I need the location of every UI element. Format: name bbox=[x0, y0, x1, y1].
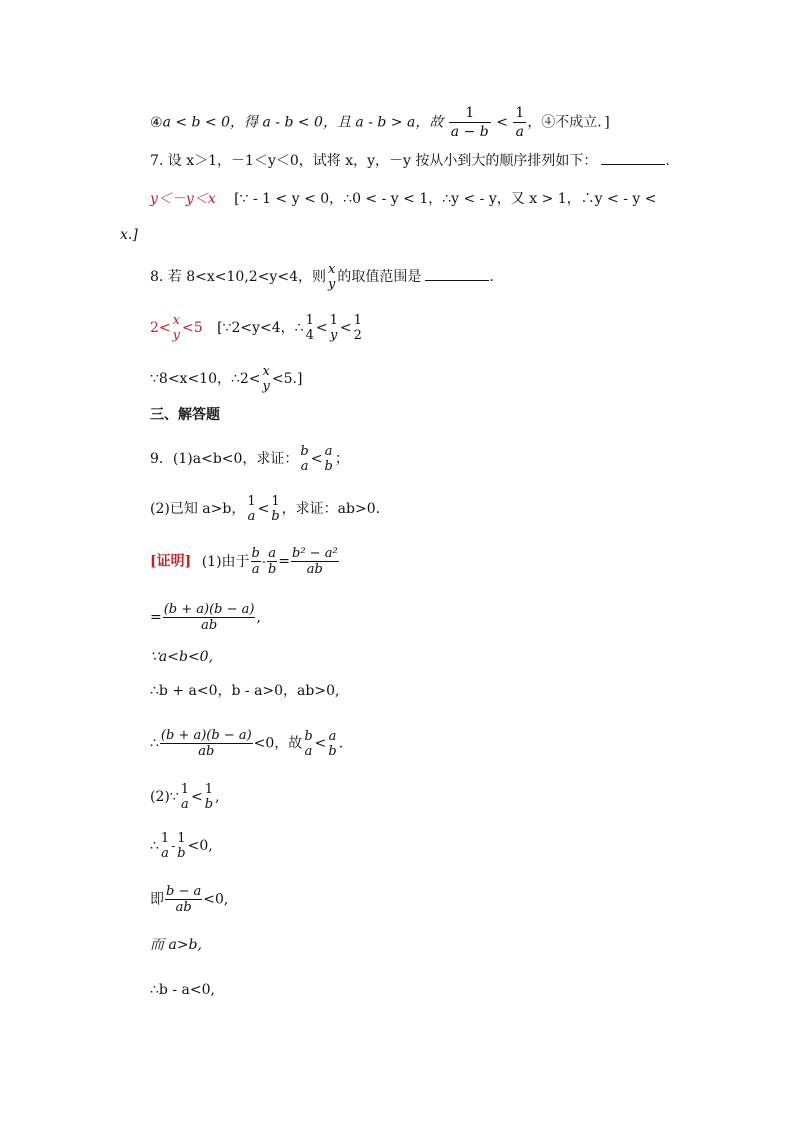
q9-p1-frac2: a b bbox=[324, 444, 333, 474]
section-title: 三、解答题 bbox=[150, 407, 220, 423]
p2j-frac: $\frac{b - a}{ab}$ bbox=[166, 884, 202, 915]
p2s-frac1: 1 a bbox=[180, 782, 190, 812]
q9-p2-frac1: 1 a bbox=[247, 494, 256, 524]
item4-text2: ，④不成立．] bbox=[527, 114, 610, 131]
q9-part2-final: ∴b - a<0, bbox=[150, 982, 215, 998]
q8-answer: 2< x y <5 bbox=[150, 313, 203, 343]
item4-frac1: $\frac{1}{a - b}$ bbox=[450, 105, 489, 140]
q8-sol2-frac: x y bbox=[262, 364, 270, 394]
item4-text1: a < b < 0，得 a - b < 0，且 a - b > a，故 bbox=[162, 114, 444, 131]
circled-four: ④ bbox=[150, 114, 163, 131]
proof-frac7: a b bbox=[328, 728, 337, 759]
q9-part1: 9．(1)a<b<0，求证： b a < a b ； bbox=[150, 444, 349, 474]
q9-part2-since: (2)∵ 1 a < 1 b , bbox=[150, 782, 220, 812]
proof-frac3: $\frac{\text{b² − a²}}{ab}$ bbox=[292, 546, 338, 577]
proof-label: [证明] bbox=[150, 553, 192, 570]
p2s-frac2: 1 b bbox=[204, 782, 214, 812]
item4-frac2: $\frac{1}{a}$ bbox=[515, 105, 525, 140]
q8-solution-line1: 2< x y <5 [∵2<y<4，∴ 1 4 < 1 y < 1 2 bbox=[150, 313, 362, 343]
q9-p1-frac1: b a bbox=[300, 444, 309, 474]
q8-question: 8. 若 8<x<10,2<y<4，则 x y 的取值范围是 . bbox=[150, 262, 494, 292]
proof-frac1: $\frac{b}{a}$ bbox=[251, 546, 260, 577]
q9-part2-ji: 即 $\frac{b - a}{ab}$ <0, bbox=[150, 884, 229, 915]
proof-frac4: $\frac{(b + a)(b - a)}{ab}$ bbox=[163, 602, 255, 633]
item4-line: ④a < b < 0，得 a - b < 0，且 a - b > a，故 $\frac{1}{a - b}$ < $\frac{1}{a}$ ，④不成立．] bbox=[150, 105, 610, 140]
q8-frac: x y bbox=[327, 262, 336, 292]
q7-solution: [∵ - 1 < y < 0，∴0 < - y < 1，∴y < - y，又 x > 1，∴y < - y < bbox=[234, 191, 657, 207]
q9-p2-frac2: 1 b bbox=[271, 494, 280, 524]
q7-answer-blank bbox=[601, 150, 665, 165]
proof-frac5: $\frac{(b + a)(b - a)}{ab}$ bbox=[160, 728, 252, 759]
proof-frac6: b a bbox=[304, 728, 313, 759]
p2t-frac1: 1 a bbox=[160, 831, 170, 861]
q8-sol-frac2: 1 y bbox=[329, 313, 338, 343]
q7-answer: y＜－y＜x bbox=[150, 191, 216, 207]
q9-since-line: ∵a<b<0, bbox=[150, 649, 214, 665]
proof-frac2: $\frac{a}{b}$ bbox=[267, 546, 277, 577]
q8-answer-blank bbox=[425, 266, 489, 281]
q8-sol-frac3: 1 2 bbox=[353, 313, 362, 343]
q8-sol-frac1: 1 4 bbox=[305, 313, 314, 343]
q9-part2-therefore: ∴ 1 a - 1 b <0, bbox=[150, 831, 213, 861]
q9-therefore-line: ∴b + a<0，b - a>0，ab>0, bbox=[150, 683, 340, 699]
p2t-frac2: 1 b bbox=[177, 831, 186, 861]
q9-proof-line3: ∴ $\frac{(b + a)(b - a)}{ab}$ <0，故 b a < a b . bbox=[150, 728, 344, 759]
q7-solution-line bbox=[150, 189, 656, 209]
q8-solution-line2: ∵8<x<10，∴2< x y <5.] bbox=[150, 364, 303, 394]
q7-question: 7. 设 x＞1，－1＜y＜0，试将 x，y，－y 按从小到大的顺序排列如下： . bbox=[150, 150, 670, 171]
q9-part2-er: 而 a>b, bbox=[150, 937, 202, 953]
q9-proof-line2: = $\frac{(b + a)(b - a)}{ab}$ , bbox=[150, 602, 261, 633]
q9-part2: (2)已知 a>b， 1 a < 1 b ，求证：ab>0. bbox=[150, 494, 381, 524]
q7-solution-end: x.] bbox=[120, 227, 138, 243]
q9-proof-line1: [证明] (1)由于 $\frac{b}{a}$ - $\frac{a}{b}$ = $\frac{\text{b² − a²}}{ab}$ bbox=[150, 546, 338, 577]
